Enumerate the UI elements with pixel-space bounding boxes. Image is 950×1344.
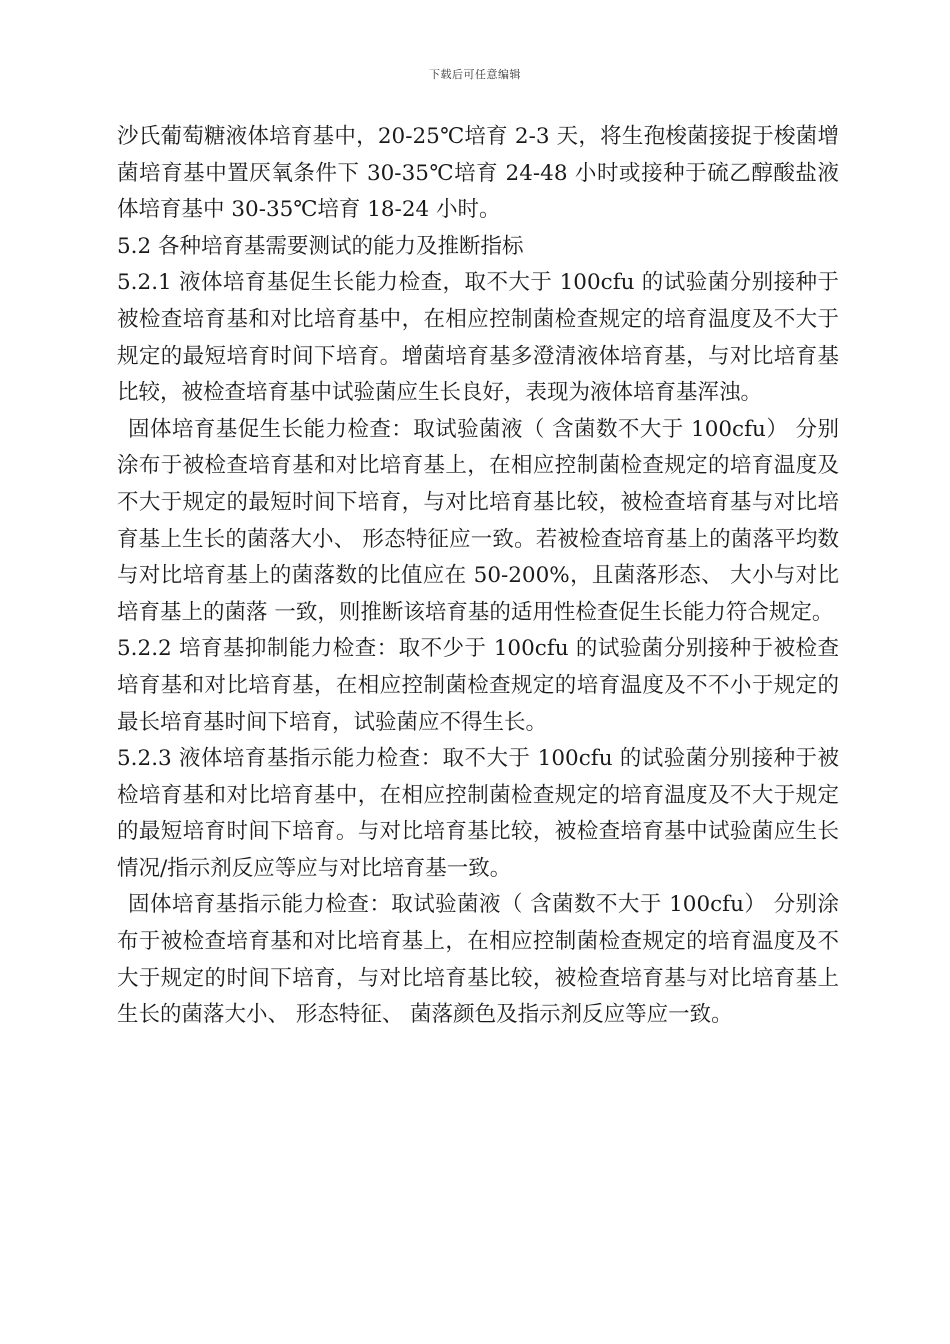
document-body — [117, 119, 839, 1034]
paragraph-solid-indicator: 固体培育基指示能力检查：取试验菌液（ 含菌数不大于 100cfu） 分别涂布于被检查培育基和对比培育基上，在相应控制菌检查规定的培育温度及不大于规定的时间下培育，与对比培育基比较，被检查培育基与对比培育基上生长的菌落大小、 形态特征、 菌落颜色及指示剂反应等应一致。 — [117, 892, 839, 1028]
section-heading-5-2: 5.2 各种培育基需要测试的能力及推断指标 — [117, 233, 524, 259]
paragraph-5-2-1-liquid-growth: 5.2.1 液体培育基促生长能力检查，取不大于 100cfu 的试验菌分别接种于被检查培育基和对比培育基中，在相应控制菌检查规定的培育温度及不大于规定的最短培育时间下培育。增菌培育基多澄清液体培育基，与对比培育基比较，被检查培育基中试验菌应生长良好，表现为液体培育基浑浊。 — [117, 270, 839, 406]
paragraph-5-2-3-liquid-indicator: 5.2.3 液体培育基指示能力检查：取不大于 100cfu 的试验菌分别接种于被检培育基和对比培育基中，在相应控制菌检查规定的培育温度及不大于规定的最短培育时间下培育。与对比培育基比较，被检查培育基中试验菌应生长情况/指示剂反应等应与对比培育基一致。 — [117, 746, 839, 881]
paragraph-5-2-2-inhibition: 5.2.2 培育基抑制能力检查：取不少于 100cfu 的试验菌分别接种于被检查培育基和对比培育基，在相应控制菌检查规定的培育温度及不不小于规定的最长培育基时间下培育，试验菌应不得生长。 — [117, 636, 839, 735]
page-header: 下载后可任意编辑 — [429, 68, 521, 81]
paragraph-culture-conditions: 沙氏葡萄糖液体培育基中，20-25℃培育 2-3 天，将生孢梭菌接捉于梭菌增菌培育基中置厌氧条件下 30-35℃培育 24-48 小时或接种于硫乙醇酸盐液体培育基中 30-35℃培育 18-24 小时。 — [117, 124, 839, 223]
paragraph-solid-growth: 固体培育基促生长能力检查：取试验菌液（ 含菌数不大于 100cfu） 分别涂布于被检查培育基和对比培育基上，在相应控制菌检查规定的培育温度及不大于规定的最短时间下培育，与对比培育基比较，被检查培育基与对比培育基上生长的菌落大小、 形态特征应一致。若被检查培育基上的菌落平均数与对比培育基上的菌落数的比值应在 50-200%，且菌落形态、 大小与对比培育基上的菌落 一致，则推断该培育基的适用性检查促生长能力符合规定。 — [117, 416, 839, 625]
